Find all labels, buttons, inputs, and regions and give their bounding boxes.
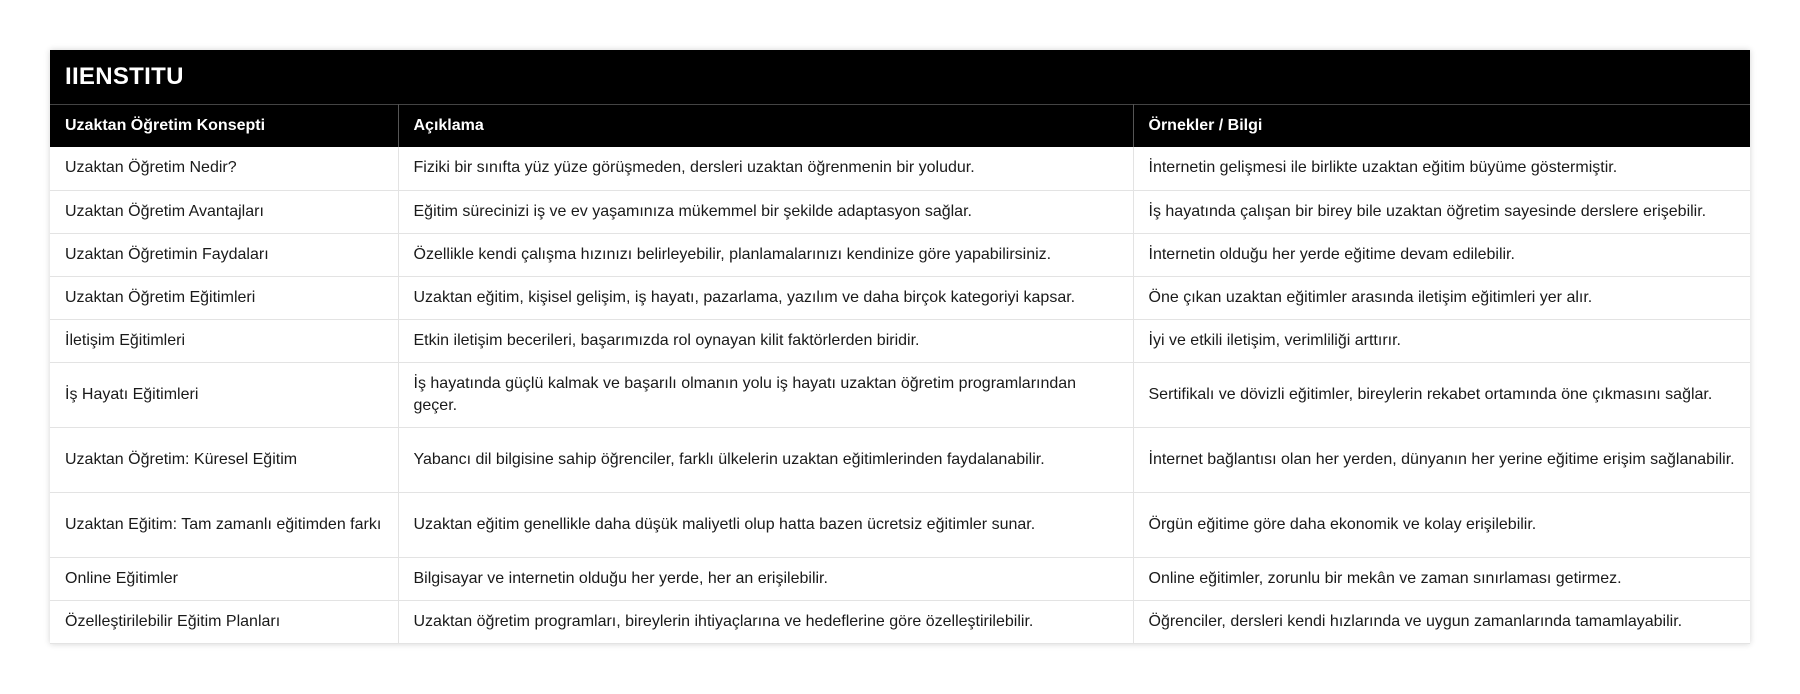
cell-examples: İnternetin olduğu her yerde eğitime devam edilebilir.: [1133, 233, 1750, 276]
table-row: [50, 319, 1750, 362]
cell-examples: İnternet bağlantısı olan her yerden, dünyanın her yerine eğitime erişim sağlanabilir.: [1133, 427, 1750, 492]
cell-examples: Örgün eğitime göre daha ekonomik ve kolay erişilebilir.: [1133, 492, 1750, 557]
cell-concept: Uzaktan Öğretim Nedir?: [50, 147, 398, 190]
cell-concept: Online Eğitimler: [50, 557, 398, 600]
cell-concept: Uzaktan Öğretimin Faydaları: [50, 233, 398, 276]
cell-examples: Öne çıkan uzaktan eğitimler arasında iletişim eğitimleri yer alır.: [1133, 276, 1750, 319]
cell-concept: Uzaktan Öğretim: Küresel Eğitim: [50, 427, 398, 492]
cell-description: Yabancı dil bilgisine sahip öğrenciler, farklı ülkelerin uzaktan eğitimlerinden faydalanabilir.: [398, 427, 1133, 492]
cell-description: Uzaktan öğretim programları, bireylerin ihtiyaçlarına ve hedeflerine göre özelleştirilebilir.: [398, 600, 1133, 643]
table-row: [50, 600, 1750, 643]
cell-description: Fiziki bir sınıfta yüz yüze görüşmeden, dersleri uzaktan öğrenmenin bir yoludur.: [398, 147, 1133, 190]
table-row: [50, 147, 1750, 190]
cell-concept: Uzaktan Eğitim: Tam zamanlı eğitimden farkı: [50, 492, 398, 557]
brand-title: IIENSTITU: [50, 50, 1750, 104]
cell-examples: Öğrenciler, dersleri kendi hızlarında ve uygun zamanlarında tamamlayabilir.: [1133, 600, 1750, 643]
table-row: [50, 276, 1750, 319]
table-row: [50, 233, 1750, 276]
cell-concept: Uzaktan Öğretim Avantajları: [50, 190, 398, 233]
cell-examples: Sertifikalı ve dövizli eğitimler, bireylerin rekabet ortamında öne çıkmasını sağlar.: [1133, 362, 1750, 427]
cell-description: Etkin iletişim becerileri, başarımızda rol oynayan kilit faktörlerden biridir.: [398, 319, 1133, 362]
table-row: [50, 557, 1750, 600]
table-row: [50, 492, 1750, 557]
cell-examples: Online eğitimler, zorunlu bir mekân ve zaman sınırlaması getirmez.: [1133, 557, 1750, 600]
column-header-description: Açıklama: [398, 105, 1133, 148]
info-table-card: [50, 50, 1750, 644]
table-row: [50, 427, 1750, 492]
cell-description: Eğitim sürecinizi iş ve ev yaşamınıza mükemmel bir şekilde adaptasyon sağlar.: [398, 190, 1133, 233]
cell-concept: Uzaktan Öğretim Eğitimleri: [50, 276, 398, 319]
column-header-examples: Örnekler / Bilgi: [1133, 105, 1750, 148]
cell-concept: İş Hayatı Eğitimleri: [50, 362, 398, 427]
cell-description: İş hayatında güçlü kalmak ve başarılı olmanın yolu iş hayatı uzaktan öğretim programlarından geçer.: [398, 362, 1133, 427]
cell-description: Özellikle kendi çalışma hızınızı belirleyebilir, planlamalarınızı kendinize göre yapabilirsiniz.: [398, 233, 1133, 276]
table-row: [50, 362, 1750, 427]
cell-description: Uzaktan eğitim genellikle daha düşük maliyetli olup hatta bazen ücretsiz eğitimler sunar.: [398, 492, 1133, 557]
cell-examples: İnternetin gelişmesi ile birlikte uzaktan eğitim büyüme göstermiştir.: [1133, 147, 1750, 190]
column-header-concept: Uzaktan Öğretim Konsepti: [50, 105, 398, 148]
cell-description: Uzaktan eğitim, kişisel gelişim, iş hayatı, pazarlama, yazılım ve daha birçok kategoriyi kapsar.: [398, 276, 1133, 319]
table-row: [50, 190, 1750, 233]
cell-description: Bilgisayar ve internetin olduğu her yerde, her an erişilebilir.: [398, 557, 1133, 600]
cell-concept: İletişim Eğitimleri: [50, 319, 398, 362]
header-row: [50, 105, 1750, 148]
cell-concept: Özelleştirilebilir Eğitim Planları: [50, 600, 398, 643]
cell-examples: İyi ve etkili iletişim, verimliliği arttırır.: [1133, 319, 1750, 362]
concept-table: [50, 104, 1750, 644]
cell-examples: İş hayatında çalışan bir birey bile uzaktan öğretim sayesinde derslere erişebilir.: [1133, 190, 1750, 233]
